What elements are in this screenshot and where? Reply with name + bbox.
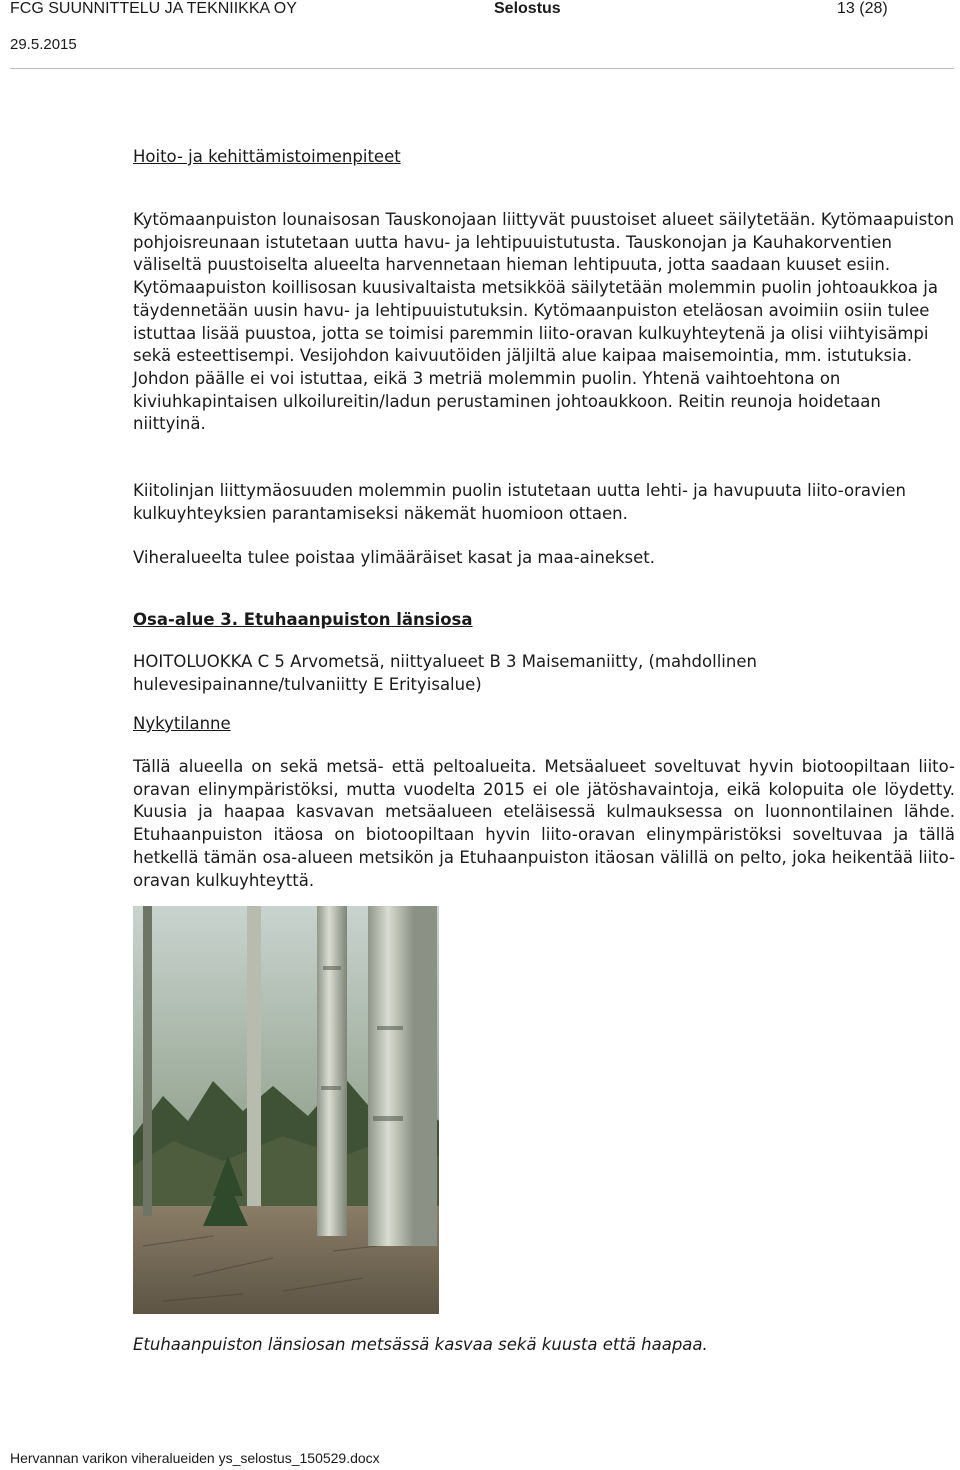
footer-filename: Hervannan varikon viheralueiden ys_selostus_150529.docx [10,1450,380,1466]
caption-text: Etuhaanpuiston länsiosan metsässä kasvaa sekä kuusta että haapaa. [133,1335,708,1354]
paragraph-text: Kiitolinjan liittymäosuuden molemmin puolin istutetaan uutta lehti- ja havupuuta liito-oravien kulkuyhteyksien parantamiseksi näkemät huomioon ottaen. [133,481,906,523]
header-page-number: 13 (28) [837,0,888,17]
paragraph-text: Viheralueelta tulee poistaa ylimääräiset kasat ja maa-ainekset. [133,548,655,567]
care-paragraph-2 [133,480,955,525]
header-company: FCG SUUNNITTELU JA TEKNIIKKA OY [10,0,297,17]
maintenance-classes [133,651,955,696]
paragraph-text: HOITOLUOKKA C 5 Arvometsä, niittyalueet B 3 Maisemaniitty, (mahdollinen hulevesipainanne/tulvaniitty E Erityisalue) [133,652,757,694]
care-paragraph-1 [133,209,955,436]
photo-caption [133,1334,955,1357]
subheading-text: Nykytilanne [133,714,231,733]
section-heading-text: Hoito- ja kehittämistoimenpiteet [133,147,401,166]
care-paragraph-3 [133,547,955,570]
section-heading-text: Osa-alue 3. Etuhaanpuiston länsiosa [133,610,473,629]
section-heading-area3 [133,609,955,632]
header-divider [10,68,954,69]
current-state-paragraph [133,756,955,892]
forest-photo [133,906,439,1314]
paragraph-text: Kytömaanpuiston lounaisosan Tauskonojaan liittyvät puustoiset alueet säilytetään. Kytömaapuiston pohjoisreunaan istutetaan uutta havu- ja lehtipuuistutusta. Tauskonojan ja Kauhakorventien väliseltä puustoiselta alueelta harvennetaan hieman lehtipuuta, jotta saadaan kuuset esiin. Kytömaapuiston koillisosan kuusivaltaista metsikköä säilytetään molemmin puolin johtoaukkoa ja täydennetään uusin havu- ja lehtipuuistutuksin. Kytömaanpuiston eteläosan avoimiin osiin tulee istuttaa lisää puustoa, jotta se toimisi paremmin liito-oravan kulkuyhteytenä ja olisi viihtyisämpi sekä esteettisempi. Vesijohdon kaivuutöiden jäljiltä alue kaipaa maisemointia, mm. istutuksia. Johdon päälle ei voi istuttaa, eikä 3 metriä molemmin puolin. Yhtenä vaihtoehtona on kiviuhkapintaisen ulkoilureitin/ladun perustaminen johtoaukkoon. Reitin reunoja hoidetaan niittyinä. [133,210,955,434]
forest-photo-image [133,906,439,1314]
subheading-current-state [133,713,955,736]
paragraph-text: Tällä alueella on sekä metsä- että peltoalueita. Metsäalueet soveltuvat hyvin biotoopiltaan liito-oravan elinympäristöksi, mutta vuodelta 2015 ei ole jätöshavaintoja, eikä kolopuita ole löydetty. Kuusia ja haapaa kasvavan metsäalueen eteläisessä kulmauksessa on luonnontilainen lähde. Etuhaanpuiston itäosa on biotoopiltaan hyvin liito-oravan elinympäristöksi soveltuvaa ja tällä hetkellä tämän osa-alueen metsikön ja Etuhaanpuiston itäosan välillä on pelto, joka heikentää liito-oravan kulkuyhteyttä. [133,757,955,890]
header-date: 29.5.2015 [10,36,77,53]
header-document-type: Selostus [494,0,561,17]
section-heading-care [133,146,955,169]
